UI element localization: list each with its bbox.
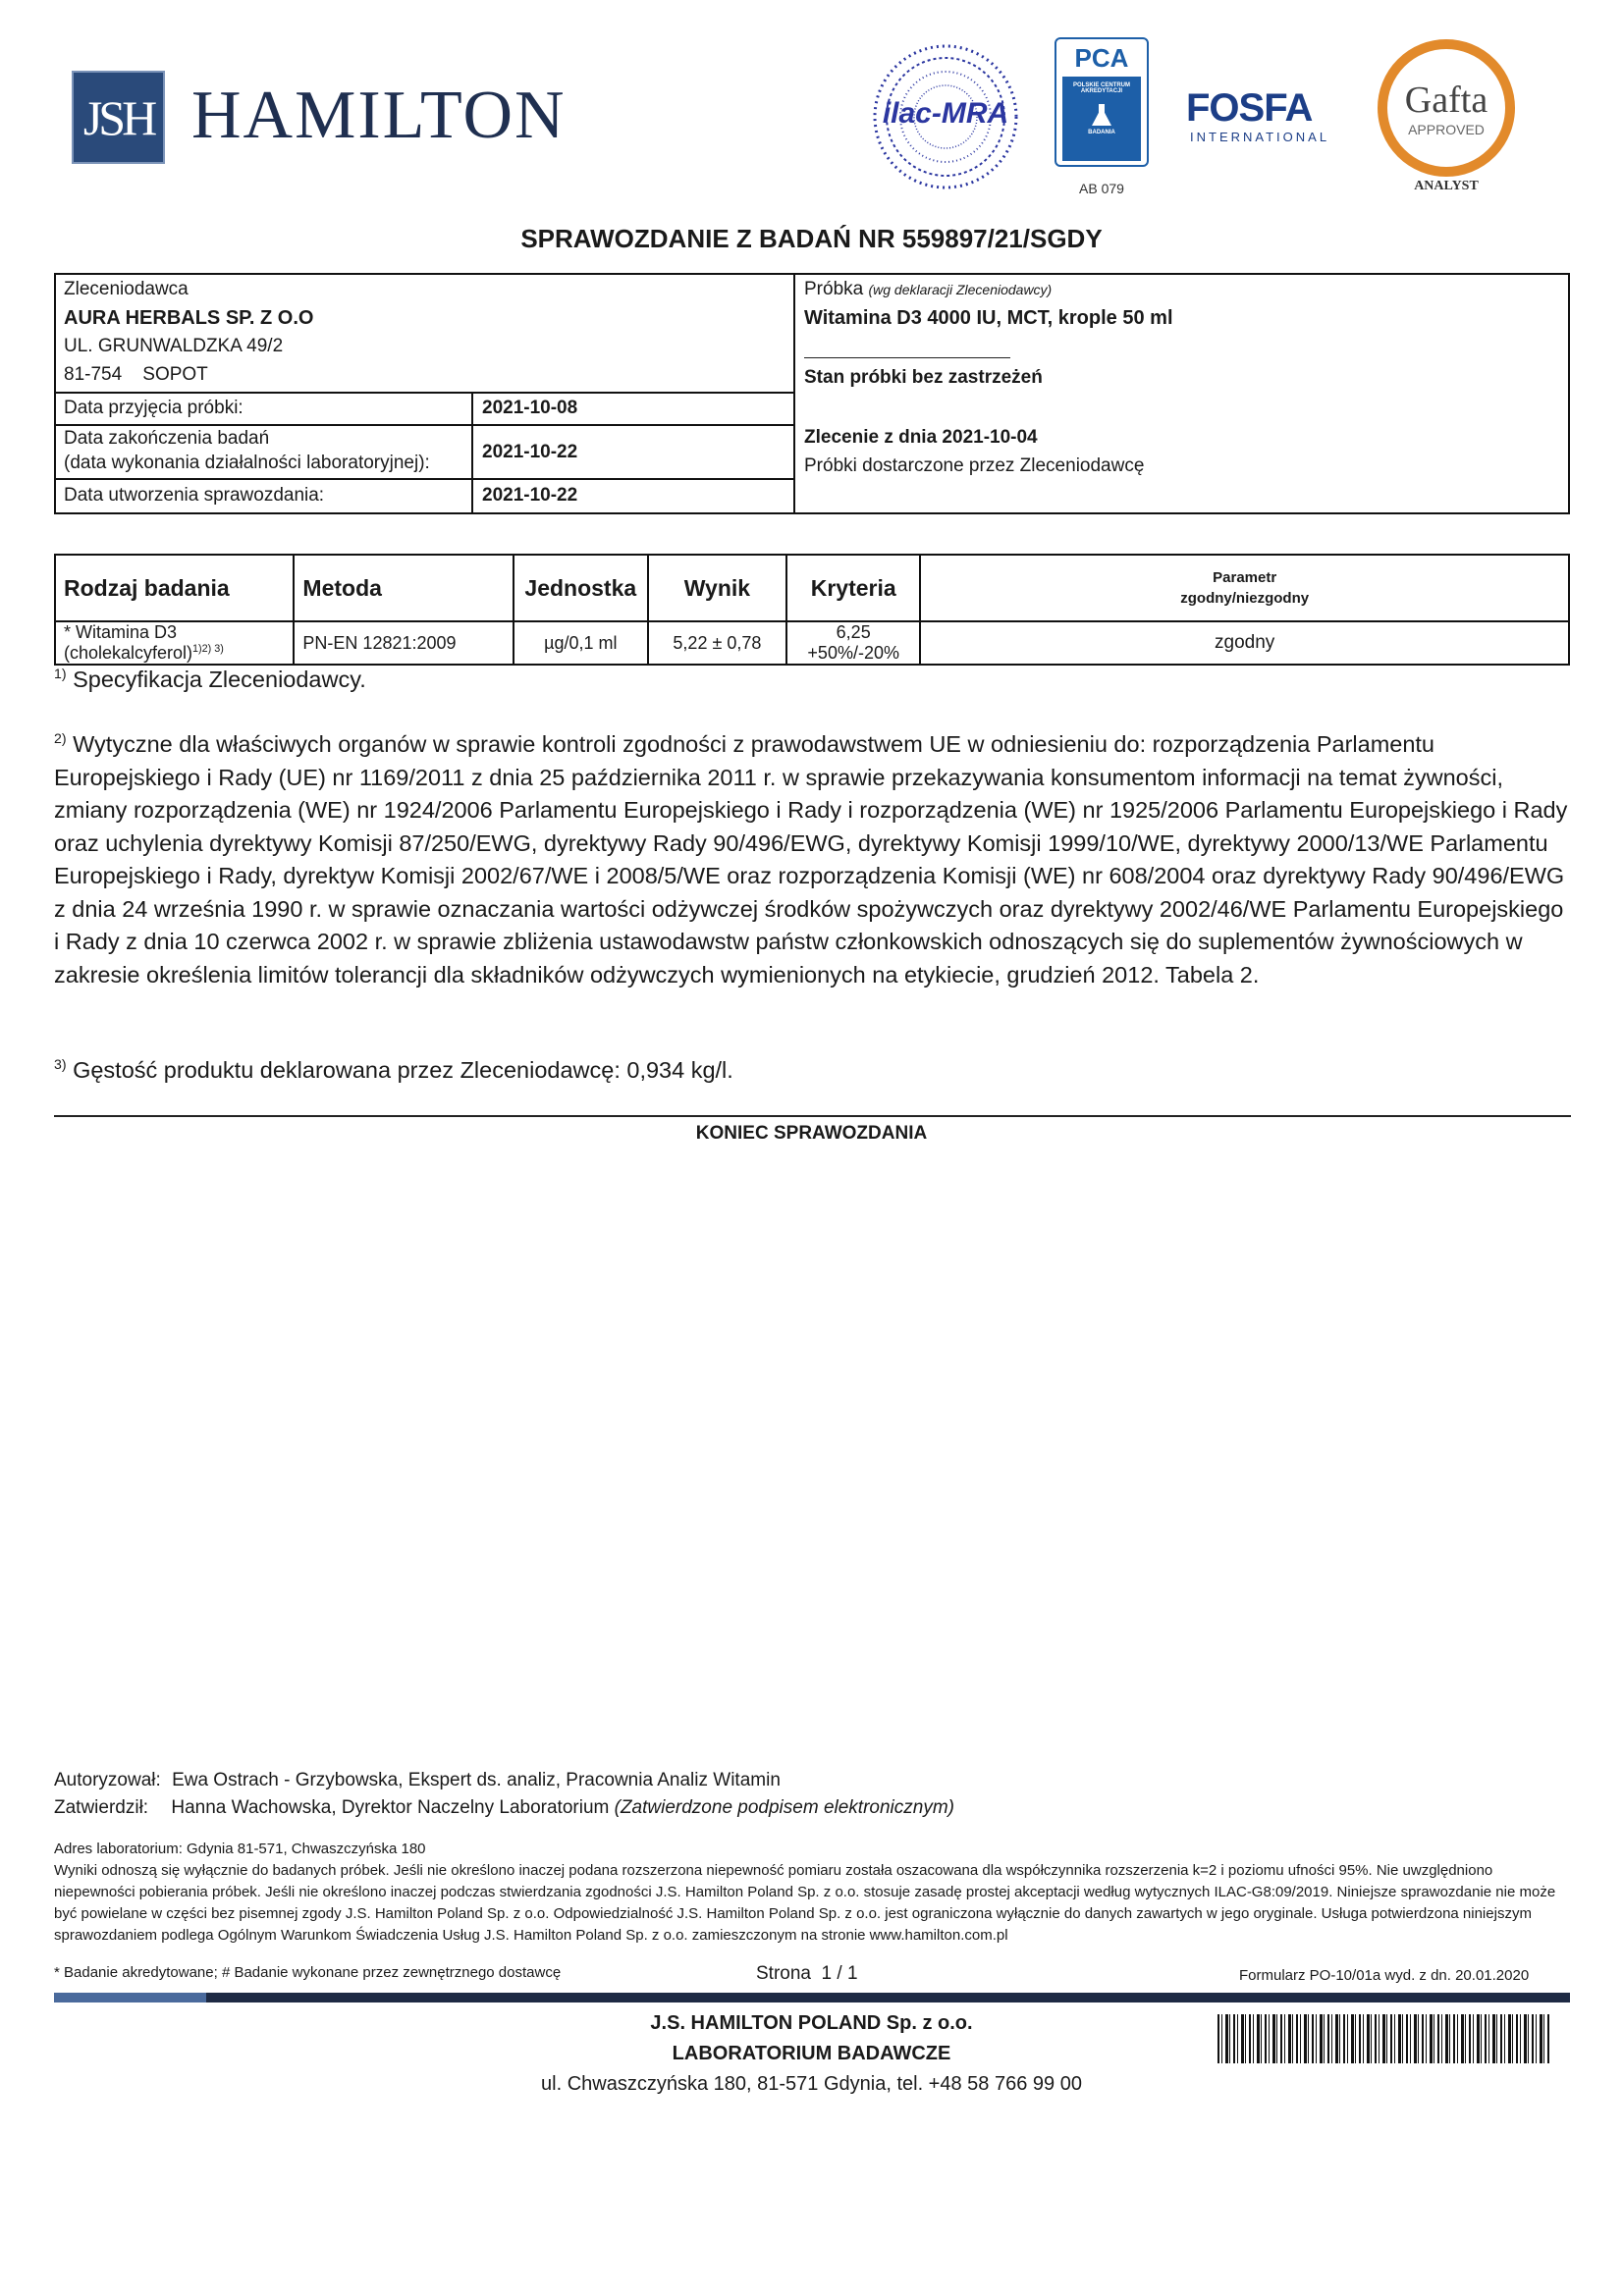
sample-label-line [804,279,1052,300]
footnote-3-text: Gęstość produktu deklarowana przez Zleceniodawcę: 0,934 kg/l. [73,1057,733,1083]
legend-text: * Badanie akredytowane; # Badanie wykonane przez zewnętrznego dostawcę [54,1964,562,1981]
header-result: Wynik [648,555,786,621]
end-of-report: KONIEC SPRAWOZDANIA [695,1123,928,1144]
footer-bar-light [54,1993,206,2002]
sample-label-note: (wg deklaracji Zleceniodawcy) [868,282,1053,297]
completed-date-label-2: (data wykonania działalności laboratoryjnej): [64,453,430,473]
client-label: Zleceniodawca [64,279,189,299]
footnote-2-mark: 2) [54,730,67,747]
sample-state: Stan próbki bez zastrzeżeń [804,367,1043,388]
fosfa-logo: FOSFA [1186,86,1313,130]
cell-method: PN-EN 12821:2009 [294,621,513,665]
received-date-label: Data przyjęcia próbki: [64,398,243,418]
authorized-person: Ewa Ostrach - Grzybowska, Ekspert ds. analiz, Pracownia Analiz Witamin [172,1770,781,1790]
footnote-1 [54,664,1571,697]
pca-number: AB 079 [1079,181,1124,196]
form-number: Formularz PO-10/01a wyd. z dn. 20.01.2020 [1239,1967,1530,1984]
report-title: SPRAWOZDANIE Z BADAŃ NR 559897/21/SGDY [520,224,1103,253]
created-date-value: 2021-10-22 [482,485,578,506]
results-table [54,554,1570,666]
received-date-value: 2021-10-08 [482,398,578,418]
results-header-row [55,555,1569,621]
approved-label: Zatwierdził: [54,1797,149,1818]
cell-test-name: * Witamina D3 (cholekalcyferol) [64,622,193,663]
gafta-subtitle: APPROVED [1408,122,1485,137]
header-compliance-line2: zgodny/niezgodny [1180,590,1310,607]
sample-label: Próbka [804,279,864,299]
approved-person: Hanna Wachowska, Dyrektor Naczelny Laboratorium [171,1797,610,1818]
cell-test [55,621,294,665]
disclaimer-text: Wyniki odnoszą się wyłącznie do badanych próbek. Jeśli nie określono inaczej podana rozszerzona niepewność pomiaru została oszacowana dla współczynnika rozszerzenia k=2 i poziomu ufności 95%. Nie uwzględniono niepewności pobierania próbek. Jeśli nie określono inaczej podczas stwierdzania zgodności J.S. Hamilton Poland Sp. z o.o. stosuje zasadę prostej akceptacji według wytycznych ILAC-G8:09/2019. Niniejsze sprawozdanie nie może być powielane w części bez pisemnej zgody J.S. Hamilton Poland Sp. z o.o. Odpowiedzialność J.S. Hamilton Poland Sp. z o.o. jest ograniczona wyłącznie do danych zawartych w jego oryginale. Usługa potwierdzona niniejszym sprawozdaniem podlega Ogólnym Warunkom Świadczenia Usług J.S. Hamilton Poland Sp. z o.o. zamieszczonym na stronie www.hamilton.com.pl [54,1862,1556,1944]
gafta-badge [1378,39,1515,177]
table-row [55,621,1569,665]
company-name: HAMILTON [191,78,567,153]
authorized-line [54,1770,781,1791]
pca-subtitle-2: AKREDYTACJI [1080,88,1123,94]
ilac-mra-logo [872,43,1019,190]
pca-label: PCA [1074,43,1129,73]
footer-company: J.S. HAMILTON POLAND Sp. z o.o. [650,2012,973,2034]
gafta-label: Gafta [1404,80,1488,121]
fosfa-subtitle: INTERNATIONAL [1190,130,1330,144]
client-street: UL. GRUNWALDZKA 49/2 [64,336,284,356]
pca-flask-icon [1092,104,1111,126]
approved-note: (Zatwierdzone podpisem elektronicznym) [614,1797,954,1818]
footer-bar-dark [206,1993,1570,2002]
footnote-2-text: Wytyczne dla właściwych organów w sprawie kontroli zgodności z prawodawstwem UE w odniesieniu do: rozporządzenia Parlamentu Europejskiego i Rady (UE) nr 1169/2011 z dnia 25 października 2011 r. w sprawie przekazywania konsumentom informacji na temat żywności, zmiany rozporządzenia (WE) nr 1924/2006 Parlamentu Europejskiego i Rady i rozporządzenia (WE) nr 1925/2006 Parlamentu Europejskiego i Rady oraz uchylenia dyrektywy Komisji 87/250/EWG, dyrektywy Rady 90/496/EWG, dyrektywy Komisji 1999/10/WE, dyrektywy 2000/13/WE Parlamentu Europejskiego i Rady, dyrektyw Komisji 2002/67/WE i 2008/5/WE oraz rozporządzenia Komisji (WE) nr 608/2004 oraz dyrektywy Rady 90/496/EWG z dnia 24 września 1990 r. w sprawie oznaczania wartości odżywczej środków spożywczych oraz dyrektywy 2002/46/WE Parlamentu Europejskiego i Rady z dnia 10 czerwca 2002 r. w sprawie zbliżenia ustawodawstw państw członkowskich odnoszących się do suplementów żywnościowych w zakresie określenia limitów tolerancji dla składników odżywczych wymienionych na etykiecie, grudzień 2012. Tabela 2. [54,731,1568,988]
company-logo-monogram: JSH [72,71,165,164]
sample-divider [804,357,1010,358]
header-test-type: Rodzaj badania [55,555,294,621]
footer-address: ul. Chwaszczyńska 180, 81-571 Gdynia, tel. +48 58 766 99 00 [541,2073,1082,2095]
completed-date-value: 2021-10-22 [482,442,578,462]
order-date: Zlecenie z dnia 2021-10-04 [804,427,1038,448]
footer-lab: LABORATORIUM BADAWCZE [672,2043,951,2064]
cell-result: 5,22 ± 0,78 [648,621,786,665]
report-info-box [54,273,1570,514]
cell-test-footnotes: 1)2) 3) [192,643,224,655]
header-compliance [920,555,1569,621]
footnote-3-mark: 3) [54,1056,67,1073]
end-separator [54,1115,1571,1117]
completed-date-label: Data zakończenia badań [64,428,270,449]
footnote-1-text: Specyfikacja Zleceniodawcy. [73,667,366,692]
header-unit: Jednostka [514,555,648,621]
footnote-3 [54,1054,1571,1088]
footnote-1-mark: 1) [54,666,67,682]
header-criteria: Kryteria [786,555,920,621]
page-number: Strona 1 / 1 [756,1963,858,1984]
pca-subtitle-1: POLSKIE CENTRUM [1072,82,1130,88]
client-city: 81-754 SOPOT [64,364,208,385]
pca-accreditation-badge [1055,37,1149,167]
cell-criteria: 6,25 +50%/-20% [786,621,920,665]
barcode [1217,2014,1551,2063]
footnote-2 [54,728,1571,991]
cell-unit: µg/0,1 ml [514,621,648,665]
ilac-label: ilac-MRA [882,97,1009,130]
delivery-info: Próbki dostarczone przez Zleceniodawcę [804,455,1145,476]
header-compliance-line1: Parametr [1213,569,1277,586]
approved-line [54,1797,954,1819]
sample-name: Witamina D3 4000 IU, MCT, krople 50 ml [804,307,1173,329]
pca-subtitle-3: BADANIA [1088,130,1115,135]
authorized-label: Autoryzował: [54,1770,161,1790]
cell-compliance: zgodny [920,621,1569,665]
client-name: AURA HERBALS SP. Z O.O [64,307,314,329]
lab-address: Adres laboratorium: Gdynia 81-571, Chwaszczyńska 180 [54,1841,426,1857]
header-method: Metoda [294,555,513,621]
created-date-label: Data utworzenia sprawozdania: [64,485,325,506]
gafta-analyst: ANALYST [1414,179,1479,193]
